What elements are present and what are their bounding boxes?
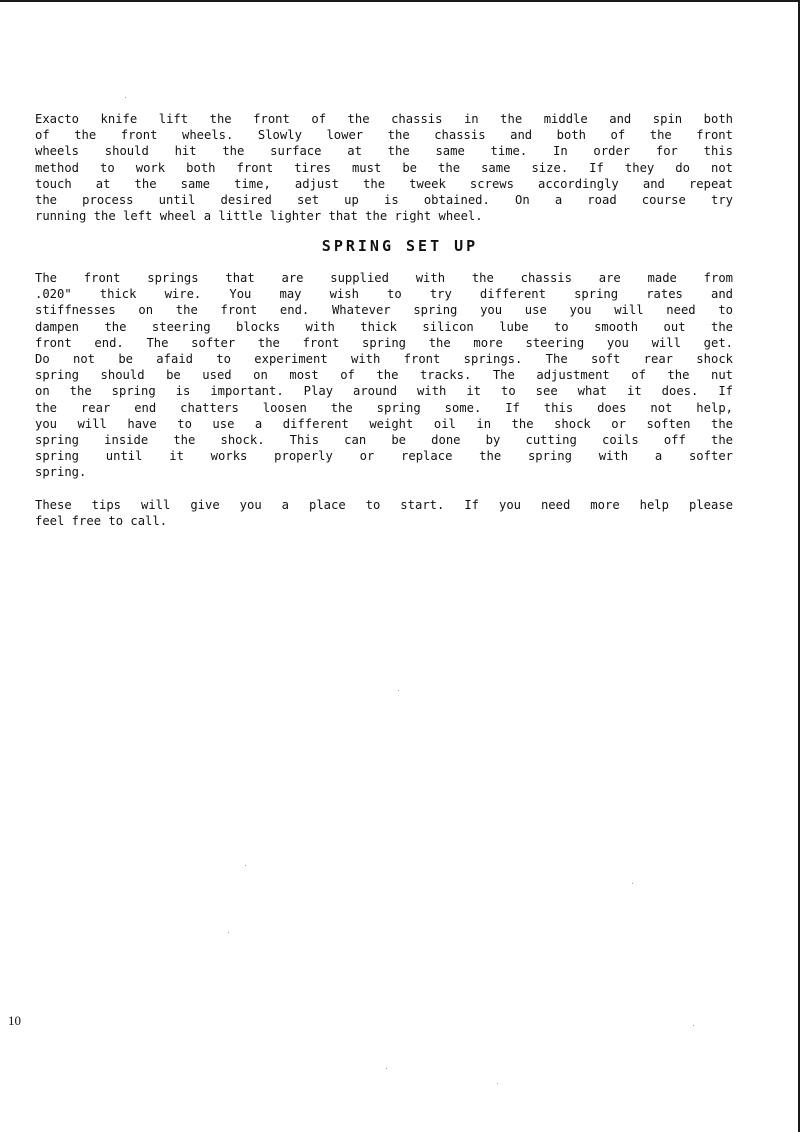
scan-speck: [125, 97, 126, 98]
text-line: on the spring is important. Play around with it to see what it does. If: [35, 384, 733, 399]
text-line: Exacto knife lift the front of the chassis in the middle and spin both: [35, 112, 733, 126]
scan-speck: [497, 1083, 498, 1084]
text-line: running the left wheel a little lighter that the right wheel.: [35, 209, 483, 224]
text-line: stiffnesses on the front end. Whatever spring you use you will need to: [35, 303, 733, 318]
text-line: spring until it works properly or replace the spring with a softer: [35, 449, 733, 464]
scan-speck: [398, 690, 399, 691]
text-line: The front springs that are supplied with the chassis are made from: [35, 271, 733, 285]
section-heading: SPRING SET UP: [321, 237, 479, 255]
scan-speck: [386, 1068, 387, 1069]
text-line: touch at the same time, adjust the tweek screws accordingly and repeat: [35, 176, 733, 191]
text-line: method to work both front tires must be the same size. If they do not: [35, 160, 733, 175]
text-line: These tips will give you a place to start. If you need more help please: [35, 498, 733, 512]
text-line: wheels should hit the surface at the same time. In order for this: [35, 144, 733, 159]
intro-paragraph: [35, 111, 733, 224]
text-line: the process until desired set up is obtained. On a road course try: [35, 192, 733, 207]
text-line: feel free to call.: [35, 514, 168, 529]
closing-paragraph: [35, 497, 733, 529]
scan-speck: [632, 883, 633, 884]
text-line: dampen the steering blocks with thick silicon lube to smooth out the: [35, 319, 733, 334]
text-line: front end. The softer the front spring the more steering you will get.: [35, 335, 733, 350]
text-line: .020" thick wire. You may wish to try different spring rates and: [35, 287, 733, 302]
spring-setup-paragraph: [35, 270, 733, 480]
scan-speck: [693, 1025, 694, 1026]
text-line: spring should be used on most of the tracks. The adjustment of the nut: [35, 368, 733, 383]
text-line: spring.: [35, 465, 87, 480]
text-line: you will have to use a different weight oil in the shock or soften the: [35, 416, 733, 431]
text-line: the rear end chatters loosen the spring some. If this does not help,: [35, 400, 733, 415]
text-line: spring inside the shock. This can be done by cutting coils off the: [35, 432, 733, 447]
scan-speck: [245, 865, 246, 866]
text-line: Do not be afaid to experiment with front springs. The soft rear shock: [35, 351, 733, 366]
scan-speck: [228, 932, 229, 933]
page-number: 10: [8, 1013, 21, 1028]
text-line: of the front wheels. Slowly lower the chassis and both of the front: [35, 128, 733, 143]
scan-top-edge: [0, 0, 800, 2]
